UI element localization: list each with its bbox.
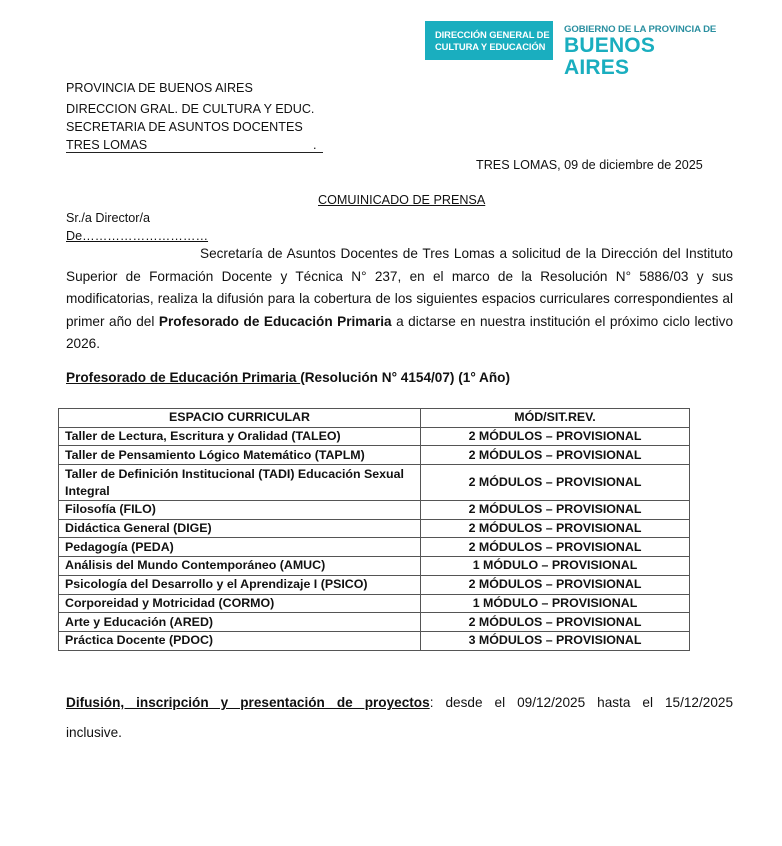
cell-espacio: Taller de Lectura, Escritura y Oralidad (TALEO) <box>59 427 421 446</box>
curricular-table <box>58 408 690 651</box>
section-subtitle <box>66 370 510 385</box>
table-row <box>59 519 690 538</box>
header-mod: MÓD/SIT.REV. <box>421 409 690 428</box>
page-title: COMUINICADO DE PRENSA <box>318 193 486 207</box>
cell-mod: 1 MÓDULO – PROVISIONAL <box>421 594 690 613</box>
table-row <box>59 575 690 594</box>
footer-text: : desde el 09/12/2025 hasta el 15/12/2025 <box>429 695 734 710</box>
body-bold-text: Profesorado de Educación Primaria <box>158 313 392 329</box>
body-text-1: Secretaría de Asuntos Docentes de Tres Lomas a solicitud de la Dirección del Instituto Superior de Formación Docente y Técnica N° 237, en el marco de la Resolución N° 5886/03 y sus modificatorias, realiza la difusión para la cobertura de los siguientes espacios curriculares correspondientes al primer año del <box>66 246 733 329</box>
cell-mod: 2 MÓDULOS – PROVISIONAL <box>421 519 690 538</box>
letterhead-line-3: SECRETARIA DE ASUNTOS DOCENTES <box>66 120 303 134</box>
gba-logo-top: GOBIERNO DE LA PROVINCIA DE <box>564 24 717 35</box>
logo-line-1: DIRECCIÓN GENERAL DE <box>435 28 550 40</box>
table-row <box>59 465 690 501</box>
letterhead-line-1: PROVINCIA DE BUENOS AIRES <box>66 81 253 95</box>
cell-espacio: Análisis del Mundo Contemporáneo (AMUC) <box>59 557 421 576</box>
letterhead-underline <box>66 152 323 153</box>
cell-mod: 2 MÓDULOS – PROVISIONAL <box>421 538 690 557</box>
cell-mod: 2 MÓDULOS – PROVISIONAL <box>421 501 690 520</box>
letterhead-line-2: DIRECCION GRAL. DE CULTURA Y EDUC. <box>66 102 315 116</box>
header-espacio: ESPACIO CURRICULAR <box>59 409 421 428</box>
cell-espacio: Arte y Educación (ARED) <box>59 613 421 632</box>
table-row <box>59 446 690 465</box>
subtitle-rest: (Resolución N° 4154/07) (1° Año) <box>300 370 510 385</box>
cell-espacio: Pedagogía (PEDA) <box>59 538 421 557</box>
salutation-line-2: De………………………… <box>66 229 209 243</box>
gba-logo <box>564 24 724 79</box>
cell-espacio: Psicología del Desarrollo y el Aprendizaje I (PSICO) <box>59 575 421 594</box>
table-row <box>59 557 690 576</box>
cell-espacio: Didáctica General (DIGE) <box>59 519 421 538</box>
dgcye-logo <box>425 21 553 60</box>
date-line: TRES LOMAS, 09 de diciembre de 2025 <box>476 158 703 172</box>
cell-mod: 1 MÓDULO – PROVISIONAL <box>421 557 690 576</box>
subtitle-underlined: Profesorado de Educación Primaria <box>66 370 301 385</box>
cell-espacio: Práctica Docente (PDOC) <box>59 631 421 650</box>
table-row <box>59 427 690 446</box>
logo-line-2: CULTURA Y EDUCACIÓN <box>435 40 546 52</box>
body-paragraph <box>66 243 733 356</box>
salutation-line-1: Sr./a Director/a <box>66 211 150 225</box>
cell-mod: 2 MÓDULOS – PROVISIONAL <box>421 575 690 594</box>
footer-dates <box>66 692 733 714</box>
body-text-2: a dictarse en nuestra institución el próximo ciclo lectivo 2026. <box>66 313 734 352</box>
table-header-row <box>59 409 690 428</box>
cell-espacio: Corporeidad y Motricidad (CORMO) <box>59 594 421 613</box>
cell-mod: 2 MÓDULOS – PROVISIONAL <box>421 446 690 465</box>
letterhead-line-4-dot: . <box>313 138 317 152</box>
footer-continuation: inclusive. <box>66 725 122 740</box>
table-row <box>59 631 690 650</box>
table-row <box>59 594 690 613</box>
footer-label: Difusión, inscripción y presentación de proyectos <box>66 695 430 710</box>
cell-espacio: Filosofía (FILO) <box>59 501 421 520</box>
cell-mod: 2 MÓDULOS – PROVISIONAL <box>421 465 690 501</box>
letterhead-line-4: TRES LOMAS <box>66 138 148 152</box>
gba-logo-bottom: BUENOS AIRES <box>564 34 656 79</box>
cell-mod: 2 MÓDULOS – PROVISIONAL <box>421 427 690 446</box>
table-row <box>59 538 690 557</box>
cell-mod: 3 MÓDULOS – PROVISIONAL <box>421 631 690 650</box>
table-row <box>59 501 690 520</box>
table-row <box>59 613 690 632</box>
cell-espacio: Taller de Pensamiento Lógico Matemático (TAPLM) <box>59 446 421 465</box>
cell-mod: 2 MÓDULOS – PROVISIONAL <box>421 613 690 632</box>
cell-espacio: Taller de Definición Institucional (TADI) Educación Sexual Integral <box>59 465 421 501</box>
